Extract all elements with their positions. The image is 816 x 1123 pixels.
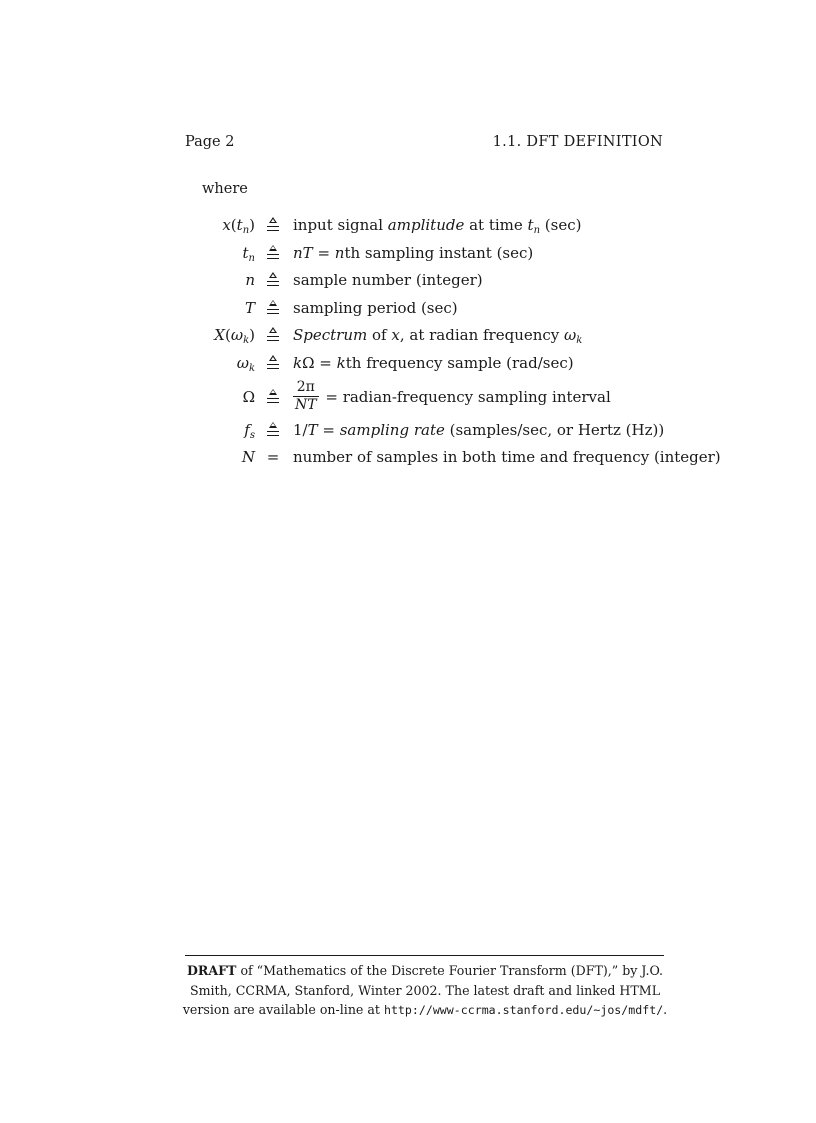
footer-url-link[interactable]: http://www-ccrma.stanford.edu/~jos/mdft/ [383, 1003, 664, 1018]
definition-relation: = [266, 448, 280, 467]
delta-equal-icon [267, 417, 279, 444]
definition-symbol: Ω [242, 387, 255, 406]
draft-label: DRAFT [186, 963, 237, 978]
definition-symbol: N [241, 448, 255, 467]
delta-equal-icon [267, 295, 279, 322]
delta-equal-icon [267, 350, 279, 377]
definition-relation [265, 378, 281, 417]
definition-relation [265, 322, 281, 350]
definition-row [185, 240, 665, 268]
definition-relation [265, 417, 281, 445]
definition-relation [265, 267, 281, 295]
definition-row [185, 267, 665, 295]
definition-description: sample number (integer) [293, 271, 483, 290]
delta-equal-icon [267, 322, 279, 349]
definition-description: input signal amplitude at time $t_n$ (sec) [293, 216, 582, 236]
delta-equal-icon [267, 240, 279, 267]
delta-equal-icon [267, 267, 279, 294]
fraction: $\frac{2\pi}{NT}$ [295, 379, 317, 414]
definition-relation [265, 240, 281, 268]
definition-row [185, 444, 721, 472]
definition-relation [265, 350, 281, 378]
definition-row [185, 417, 665, 445]
definition-description: nT = nth sampling instant (sec) [293, 243, 534, 262]
definition-symbol: $\omega_k$ [236, 353, 255, 374]
definition-row [185, 212, 665, 240]
footer-note: DRAFT of “Mathematics of the Discrete Fourier Transform (DFT),” by J.O. Smith, CCRMA, Stanford, Winter 2002. The latest draft and linked HTML version are available on-line at http://www-ccrma.stanford.edu/~jos/mdft/. [182, 963, 668, 1018]
definition-row [185, 322, 665, 350]
footer-text: of “Mathematics of the Discrete Fourier Transform (DFT),” by J.O. Smith, CCRMA, Stanford, Winter 2002. The latest draft and linked HTML version are available on-line at [182, 963, 664, 1018]
footer-divider [185, 955, 664, 956]
definition-symbol: T [244, 298, 255, 317]
delta-equal-icon [267, 384, 279, 411]
definition-description: kΩ = kth frequency sample (rad/sec) [293, 353, 574, 372]
definition-symbol: n [245, 271, 255, 290]
where-text: where [202, 181, 248, 197]
definition-row [185, 295, 665, 323]
definition-row [185, 350, 665, 378]
definition-symbol: $f_s$ [244, 420, 255, 441]
definition-description: number of samples in both time and frequency (integer) [293, 448, 721, 467]
section-title: 1.1. DFT DEFINITION [492, 134, 663, 150]
running-header [185, 134, 663, 154]
definition-description: 1/T = sampling rate (samples/sec, or Hertz (Hz)) [293, 420, 665, 439]
definition-row [185, 378, 665, 417]
definition-description: Spectrum of x, at radian frequency $\omega_k$ [293, 326, 583, 347]
definition-symbol: $X(\omega_k)$ [214, 326, 255, 347]
definition-list [185, 212, 721, 472]
definition-symbol: $t_n$ [242, 243, 255, 264]
definition-relation [265, 212, 281, 240]
page-number: Page 2 [185, 134, 235, 150]
definition-description: sampling period (sec) [293, 298, 458, 317]
definition-description: $\frac{2\pi}{NT}$ = radian-frequency sampling interval [295, 379, 611, 414]
delta-equal-icon [267, 212, 279, 239]
definition-relation [265, 295, 281, 323]
definition-symbol: $x(t_n)$ [222, 216, 255, 236]
